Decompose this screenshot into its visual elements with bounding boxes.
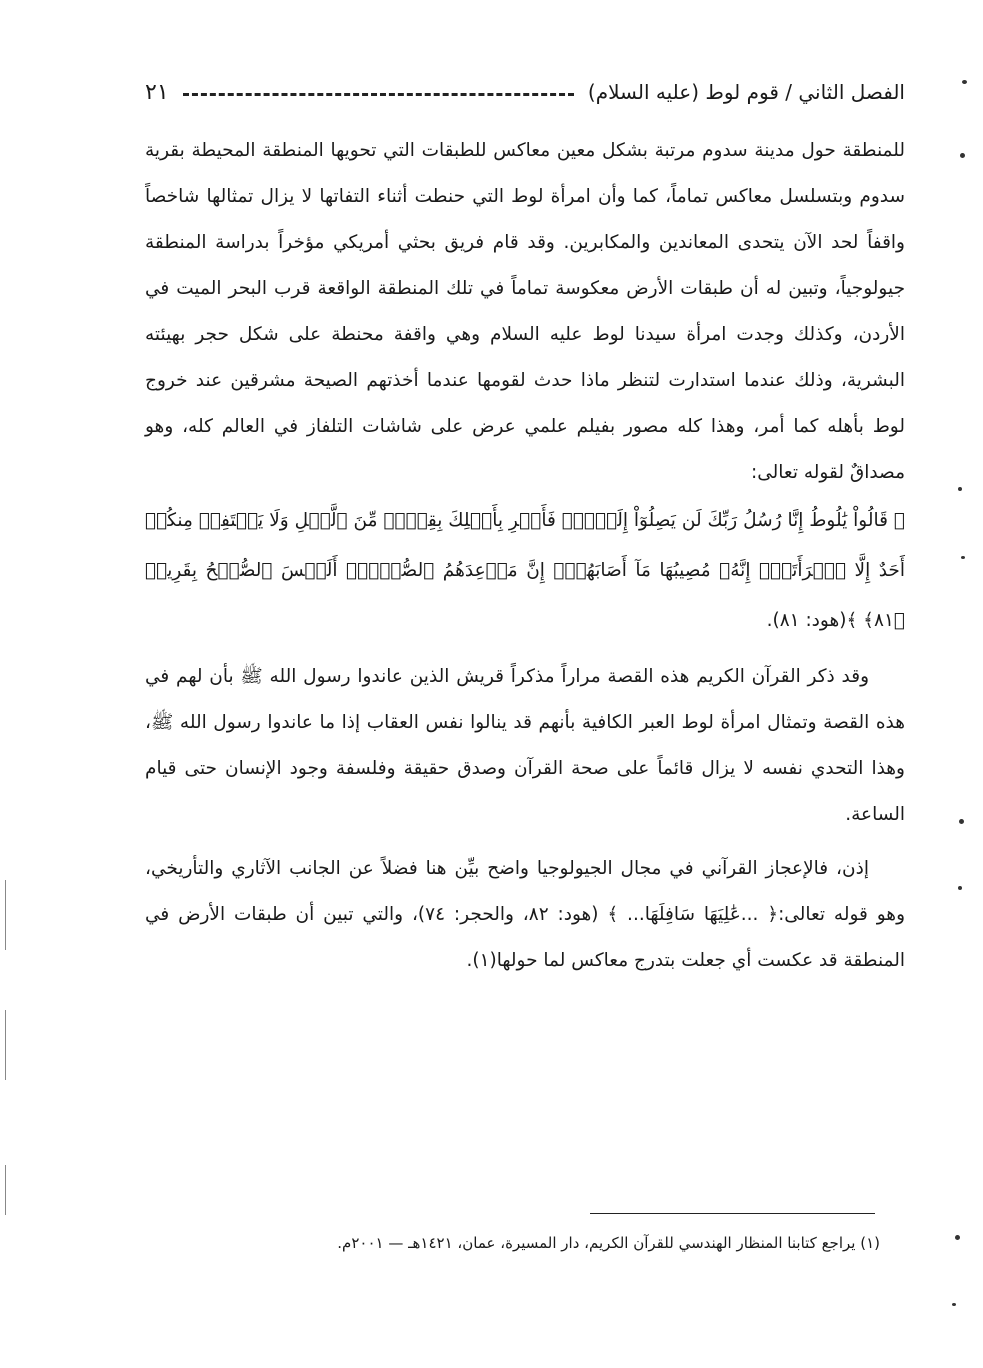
scan-edge-line [5, 1010, 6, 1080]
scan-speck [959, 819, 964, 824]
page-number: ٢١ [145, 79, 169, 105]
scan-speck [952, 1303, 956, 1306]
quran-verse [145, 496, 905, 646]
scan-speck [961, 556, 965, 559]
scan-speck [958, 886, 962, 890]
main-text [145, 128, 905, 984]
paragraph-1: للمنطقة حول مدينة سدوم مرتبة بشكل معين معاكس للطبقات التي تحويها المنطقة المحيطة بقرية سدوم وبتسلسل معاكس تماماً، كما وأن امرأة لوط التي حنطت أثناء التفاتها لا يزال تمثالها شاخصاً واقفاً لحد الآن يتحدى المعاندين والمكابرين. وقد قام فريق بحثي أمريكي مؤخراً بدراسة المنطقة جيولوجياً، وتبين له أن طبقات الأرض معكوسة تماماً في تلك المنطقة الواقعة قرب البحر الميت في الأردن، وكذلك وجدت امرأة سيدنا لوط عليه السلام وهي واقفة محنطة على شكل حجر بهيئته البشرية، وذلك عندما استدارت لتنظر ماذا حدث لقومها عندما أخذتهم الصيحة مشرقين عند خروج لوط بأهله كما أمر، وهذا كله مصور بفيلم علمي عرض على شاشات التلفاز في العالم كله، وهو مصداقٌ لقوله تعالى: [145, 140, 905, 483]
footnote: (١) يراجع كتابنا المنظار الهندسي للقرآن الكريم، دار المسيرة، عمان، ١٤٢١هـ — ٢٠٠١م. [337, 1234, 880, 1252]
verse-text: ﴿ قَالُواْ يَٰلُوطُ إِنَّا رُسُلُ رَبِّكَ لَن يَصِلُوٓاْ إِلَيۡكَۖ فَأَسۡرِ بِأَهۡلِكَ بِقِطۡعٖ مِّنَ ٱلَّيۡلِ وَلَا يَلۡتَفِتۡ مِنكُمۡ أَحَدٌ إِلَّا ٱمۡرَأَتَكَۖ إِنَّهُۥ مُصِيبُهَا مَآ أَصَابَهُمۡۚ إِنَّ مَوۡعِدَهُمُ ٱلصُّبۡحُۚ أَلَيۡسَ ٱلصُّبۡحُ بِقَرِيبٖ ﴿٨١﴾ ﴾ [145, 510, 905, 631]
paragraph-2: وقد ذكر القرآن الكريم هذه القصة مراراً مذكراً قريش الذين عاندوا رسول الله ﷺ بأن لهم في هذه القصة وتمثال امرأة لوط العبر الكافية بأنهم قد ينالوا نفس العقاب إذا ما عاندوا رسول الله ﷺ، وهذا التحدي نفسه لا يزال قائماً على صحة القرآن وصدق حقيقة وفلسفة وجود الإنسان حتى قيام الساعة. [145, 666, 905, 825]
scan-speck [960, 153, 965, 158]
scan-edge-line [5, 880, 6, 950]
chapter-title: الفصل الثاني / قوم لوط (عليه السلام) [587, 80, 905, 104]
header-dashed-rule [183, 93, 574, 96]
paragraph-3: إذن، فالإعجاز القرآني في مجال الجيولوجيا واضح بيِّن هنا فضلاً عن الجانب الآثاري والتأريخي، وهو قوله تعالى:﴿ ...عَٰلِيَهَا سَافِلَهَا... ﴾ (هود: ٨٢، والحجر: ٧٤)، والتي تبين أن طبقات الأرض في المنطقة قد عكست أي جعلت بتدرج معاكس لما حولها(١). [145, 858, 905, 971]
paragraph-spacer [145, 838, 905, 846]
paragraph-spacer [145, 646, 905, 654]
verse-reference: (هود: ٨١). [766, 610, 847, 631]
scan-speck [962, 80, 967, 84]
running-header [145, 72, 905, 112]
footnote-separator [590, 1213, 875, 1214]
scan-edge-line [5, 1165, 6, 1215]
scan-speck [955, 1235, 960, 1240]
scan-speck [958, 487, 962, 491]
